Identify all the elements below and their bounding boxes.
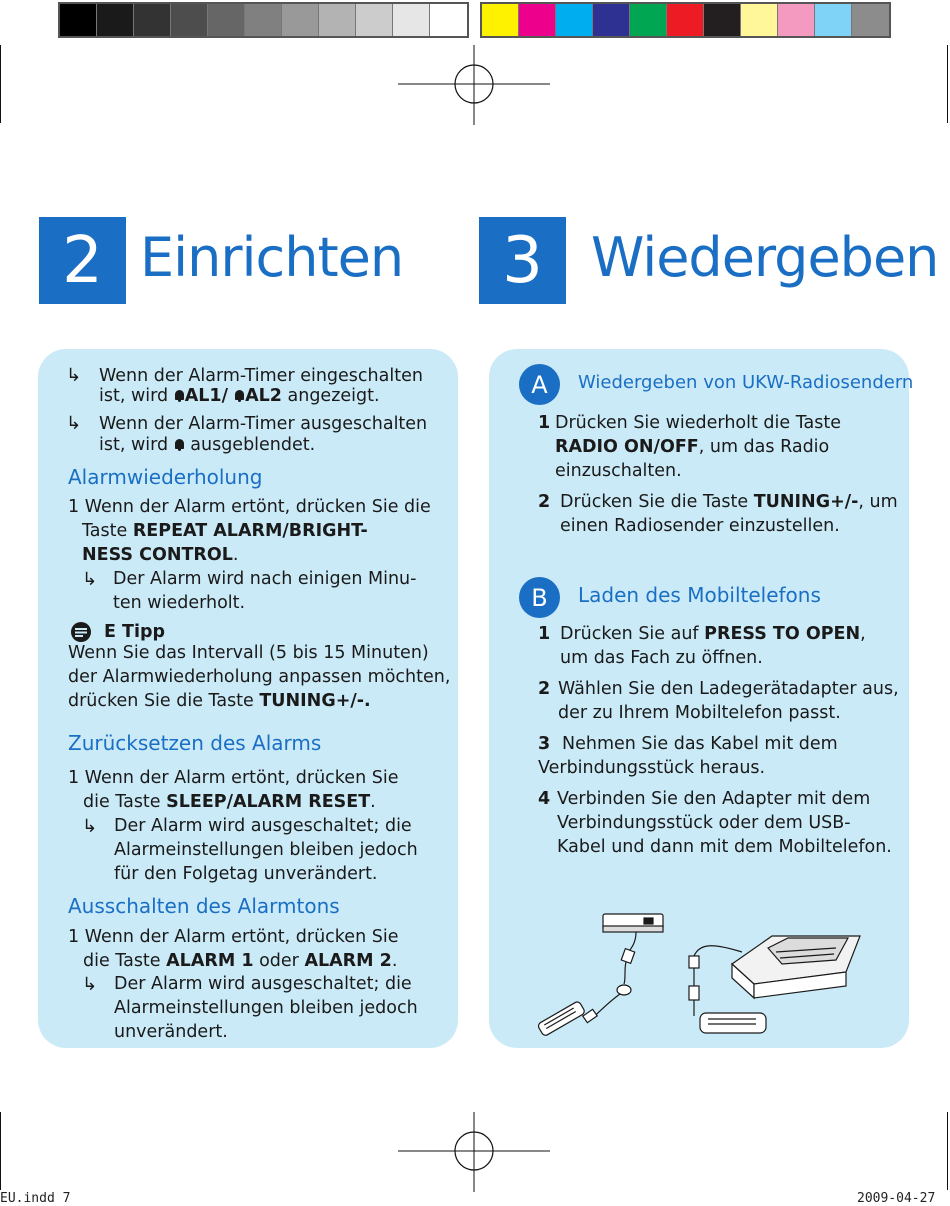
color-swatch [815, 4, 852, 36]
tip-icon [70, 621, 92, 643]
color-swatch [852, 4, 889, 36]
color-swatch [134, 4, 171, 36]
heading-mobiltelefon: Laden des Mobiltelefons [578, 583, 821, 607]
registration-mark-bottom [398, 1112, 550, 1192]
b-step-3-line-2: Verbindungsstück heraus. [538, 758, 766, 778]
bullet-2-line-1: Wenn der Alarm-Timer ausgeschalten [99, 414, 428, 434]
color-bar [480, 2, 891, 38]
b-step-2-line-2: der zu Ihrem Mobiltelefon passt. [558, 703, 841, 723]
section-number-3: 3 [479, 217, 566, 304]
tip-line-3: drücken Sie die Taste TUNING+/-. [68, 691, 371, 711]
b-step-2-line-1: Wählen Sie den Ladegerätadapter aus, [558, 679, 899, 699]
registration-mark-top [398, 45, 550, 125]
color-swatch [430, 4, 467, 36]
color-swatch [741, 4, 778, 36]
color-swatch [593, 4, 630, 36]
step-3-result-line-1: Der Alarm wird ausgeschaltet; die [114, 974, 412, 994]
color-swatch [556, 4, 593, 36]
step-2-line-2: die Taste SLEEP/ALARM RESET. [83, 792, 376, 812]
step-2-result-line-1: Der Alarm wird ausgeschaltet; die [114, 816, 412, 836]
color-swatch [319, 4, 356, 36]
result-arrow-icon: ↳ [82, 569, 98, 590]
color-swatch [208, 4, 245, 36]
step-2-result-line-3: für den Folgetag unverändert. [114, 864, 378, 884]
b-step-1-line-2: um das Fach zu öffnen. [560, 648, 763, 668]
a-step-1-line-3: einzuschalten. [555, 461, 682, 481]
b-step-4-number: 4 [538, 789, 551, 809]
step-1-line-2: Taste REPEAT ALARM/BRIGHT- [82, 521, 368, 541]
result-arrow-icon: ↳ [66, 365, 82, 386]
a-step-1-line-1: Drücken Sie wiederholt die Taste [555, 413, 841, 433]
color-swatch [60, 4, 97, 36]
footer-date: 2009-04-27 [857, 1191, 936, 1206]
crop-mark-top-left [0, 45, 1, 123]
color-swatch [667, 4, 704, 36]
color-swatch [778, 4, 815, 36]
tip-line-1: Wenn Sie das Intervall (5 bis 15 Minuten) [68, 643, 429, 663]
a-step-2-line-1: Drücken Sie die Taste TUNING+/-, um [560, 492, 898, 512]
tip-line-2: der Alarmwiederholung anpassen möchten, [68, 667, 451, 687]
a-step-2-line-2: einen Radiosender einzustellen. [560, 516, 840, 536]
heading-ausschalten: Ausschalten des Alarmtons [68, 894, 340, 918]
badge-b: B [519, 577, 560, 618]
color-swatch [97, 4, 134, 36]
b-step-4-line-1: Verbinden Sie den Adapter mit dem [557, 789, 871, 809]
section-title-wiedergeben: Wiedergeben [591, 226, 939, 289]
grayscale-bar [58, 2, 469, 38]
step-1-result-line-2: ten wiederholt. [113, 593, 246, 613]
step-2-line-1: 1 Wenn der Alarm ertönt, drücken Sie [68, 768, 399, 788]
step-3-result-line-3: unverändert. [114, 1022, 228, 1042]
b-step-3-number: 3 [538, 734, 551, 754]
step-2-result-line-2: Alarmeinstellungen bleiben jedoch [114, 840, 418, 860]
step-3-line-2: die Taste ALARM 1 oder ALARM 2. [83, 951, 398, 971]
bell-icon [235, 390, 244, 402]
crop-mark-bottom-right [947, 1112, 948, 1190]
b-step-1-line-1: Drücken Sie auf PRESS TO OPEN, [560, 624, 866, 644]
tip-label: E Tipp [104, 622, 166, 642]
section-number-2: 2 [39, 217, 126, 304]
color-swatch [393, 4, 430, 36]
bullet-1-line-1: Wenn der Alarm-Timer eingeschalten [99, 366, 423, 386]
heading-alarmwiederholung: Alarmwiederholung [68, 465, 263, 489]
step-3-result-line-2: Alarmeinstellungen bleiben jedoch [114, 998, 418, 1018]
bullet-2-line-2: ist, wird ausgeblendet. [99, 435, 316, 455]
b-step-4-line-2: Verbindungsstück oder dem USB- [557, 813, 851, 833]
step-1-line-3: NESS CONTROL. [82, 545, 239, 565]
heading-zuruecksetzen: Zurücksetzen des Alarms [68, 731, 322, 755]
b-step-4-line-3: Kabel und dann mit dem Mobiltelefon. [557, 837, 892, 857]
color-swatch [245, 4, 282, 36]
a-step-1-line-2: RADIO ON/OFF, um das Radio [555, 437, 830, 457]
a-step-2-number: 2 [538, 492, 551, 512]
step-1-result-line-1: Der Alarm wird nach einigen Minu- [113, 569, 417, 589]
color-swatch [704, 4, 741, 36]
step-3-line-1: 1 Wenn der Alarm ertönt, drücken Sie [68, 927, 399, 947]
a-step-1-number: 1 [538, 413, 551, 433]
result-arrow-icon: ↳ [82, 974, 98, 995]
color-swatch [171, 4, 208, 36]
crop-mark-top-right [947, 45, 948, 123]
phone-charging-illustration [536, 908, 866, 1038]
badge-a: A [519, 364, 560, 405]
result-arrow-icon: ↳ [82, 816, 98, 837]
step-1-line-1: 1 Wenn der Alarm ertönt, drücken Sie die [68, 497, 431, 517]
bullet-1-line-2: ist, wird AL1/ AL2 angezeigt. [99, 386, 380, 406]
crop-mark-bottom-left [0, 1112, 1, 1190]
bell-icon [175, 390, 184, 402]
color-swatch [356, 4, 393, 36]
footer-file-info: EU.indd 7 [0, 1191, 71, 1206]
heading-ukw-radio: Wiedergeben von UKW-Radiosendern [578, 372, 914, 393]
b-step-3-line-1: Nehmen Sie das Kabel mit dem [562, 734, 838, 754]
color-swatch [630, 4, 667, 36]
result-arrow-icon: ↳ [66, 413, 82, 434]
color-swatch [282, 4, 319, 36]
section-title-einrichten: Einrichten [140, 226, 404, 289]
color-swatch [519, 4, 556, 36]
b-step-2-number: 2 [538, 679, 551, 699]
b-step-1-number: 1 [538, 624, 551, 644]
color-swatch [482, 4, 519, 36]
bell-icon [175, 439, 184, 451]
